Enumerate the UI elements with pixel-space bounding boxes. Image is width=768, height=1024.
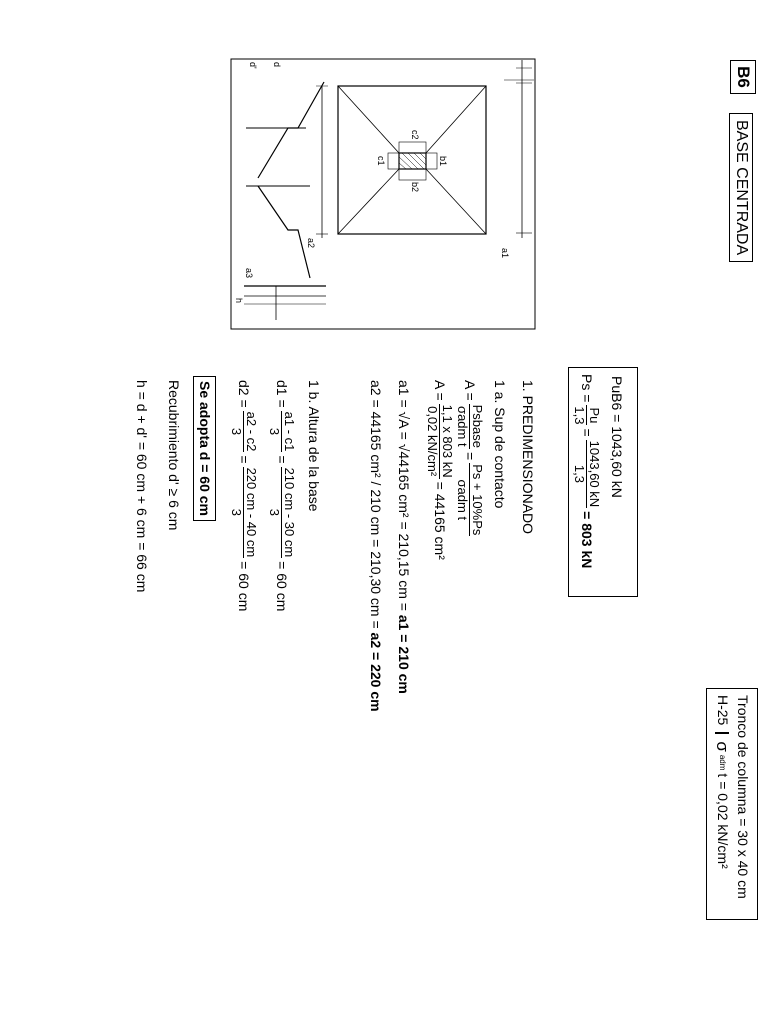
label-d: d [272,62,282,68]
area-value [425,380,454,560]
d1-f2-den: 3 [267,508,282,516]
d2-f1-den: 3 [229,427,244,436]
A2-den: 0,02 kN/cm² [425,406,440,477]
d1-f2-num: 210 cm - 30 cm [282,467,297,558]
given-box [568,367,638,597]
ps-equation [572,374,601,568]
drawing-frame [231,59,535,329]
A2-fraction [425,404,454,479]
a1-line [395,380,412,694]
d2-f2-den: 3 [229,508,244,516]
A1-f1-num: Psbase [470,404,485,449]
A1-f2-den: σadm t [455,479,470,521]
a1-text: a1 = √A = √44165 cm² = 210,15 cm = [396,380,412,611]
d2-equation [229,380,258,611]
ps-f2-den: 1,3 [572,464,587,483]
d1-f1-num: a1 - c1 [282,411,297,452]
label-a2: a2 [306,238,316,249]
d1-result: = 60 cm [274,561,290,612]
d1-f1-den: 3 [267,427,282,436]
ps-prefix: Ps = [579,374,595,403]
pu-value: PuB6 = 1043,60 kN [609,376,625,498]
a1-result: a1 = 210 cm [396,614,412,694]
ps-fraction-2 [572,440,601,509]
d2-eq: = [236,455,252,464]
label-h: h [234,298,244,304]
section-predimensionado: 1. PREDIMENSIONADO [520,380,536,535]
page-title: BASE CENTRADA [729,113,753,262]
base-code: B6 [730,60,756,94]
label-a3: a3 [244,268,254,279]
d1-fraction-2 [267,467,296,559]
area-formula [455,380,484,536]
ps-f1-den: 1,3 [572,406,587,425]
cover-note: Recubrimiento d' ≥ 6 cm [166,380,182,531]
A1-f1-den: σadm t [455,406,470,447]
soil-stress [714,695,731,869]
label-c1: c1 [376,156,386,166]
d1-equation [267,380,296,611]
ps-eq: = [579,428,595,437]
d2-f2-num: 220 cm - 40 cm [244,467,259,558]
ps-f1-num: Pu [586,405,601,425]
stress-value: t = 0,02 kN/cm² [715,773,731,869]
sub-contact-area: 1 a. Sup de contacto [492,380,508,509]
footing-drawing [230,58,536,330]
sub-base-height: 1 b. Altura de la base [306,380,322,512]
ps-f2-num: 1043,60 kN [587,440,602,508]
a2-line [367,380,384,712]
plan-footing [338,86,486,234]
ps-result: = 803 kN [579,511,595,569]
adopted-depth: Se adopta d = 60 cm [193,376,216,521]
sigma-symbol: σ [713,741,732,752]
A2-prefix: A = [432,380,448,401]
d1-prefix: d1 = [274,380,290,408]
d2-result: = 60 cm [236,561,252,612]
A1-fraction-1 [455,404,484,449]
d1-eq: = [274,455,290,464]
d2-f1-num: a2 - c2 [244,411,259,452]
d2-prefix: d2 = [236,380,252,408]
column-trunk: Tronco de columna = 30 x 40 cm [735,695,751,899]
a2-text: a2 = 44165 cm² / 210 cm = 210,30 cm = [368,380,384,629]
concrete-grade: H-25 [715,695,731,726]
height-equation: h = d + d' = 60 cm + 6 cm = 66 cm [134,380,150,593]
A2-result: = 44165 cm² [432,481,448,560]
A1-eq: = [462,452,478,461]
label-d-prime: d' [248,62,258,69]
separator-bar [716,732,730,734]
d1-fraction-1 [267,411,296,453]
label-b1: b1 [438,156,448,167]
A1-f2-num: Ps + 10%Ps [470,464,485,536]
A1-prefix: A = [462,380,478,401]
column-data-box [706,688,758,920]
d2-fraction-1 [229,411,258,453]
label-a1: a1 [500,248,510,259]
sigma-subscript: adm [718,754,727,771]
A2-num: 1,1 x 803 kN [440,404,455,478]
A1-fraction-2 [455,463,484,536]
a2-result: a2 = 220 cm [368,632,384,712]
d2-fraction-2 [229,467,258,559]
label-b2: b2 [410,182,420,193]
ps-fraction-1 [572,405,601,425]
label-c2: c2 [410,130,420,140]
